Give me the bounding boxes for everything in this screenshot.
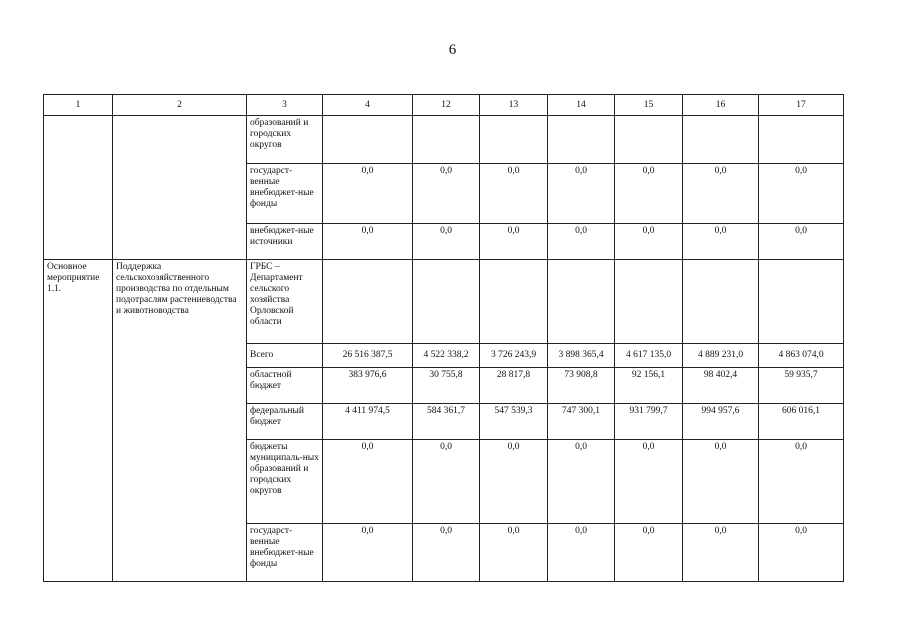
column-header: 16: [683, 95, 759, 116]
funding-source-cell: ГРБС – Департамент сельского хозяйства Орловской области: [247, 260, 323, 344]
value-cell: 0,0: [548, 524, 615, 582]
activity-name: Поддержка сельскохозяйственного производства по отдельным подотраслям растениеводства и животноводства: [113, 260, 247, 582]
value-cell: 73 908,8: [548, 368, 615, 404]
funding-source-cell: областной бюджет: [247, 368, 323, 404]
value-cell: 3 898 365,4: [548, 344, 615, 368]
funding-source-cell: Всего: [247, 344, 323, 368]
value-cell: 0,0: [413, 524, 480, 582]
column-header: 2: [113, 95, 247, 116]
value-cell: [683, 116, 759, 164]
value-cell: 0,0: [548, 164, 615, 224]
value-cell: [413, 116, 480, 164]
value-cell: 0,0: [323, 440, 413, 524]
value-cell: 3 726 243,9: [480, 344, 548, 368]
value-cell: 0,0: [413, 164, 480, 224]
value-cell: 0,0: [683, 440, 759, 524]
value-cell: [615, 116, 683, 164]
value-cell: 994 957,6: [683, 404, 759, 440]
value-cell: [323, 260, 413, 344]
value-cell: 931 799,7: [615, 404, 683, 440]
value-cell: 0,0: [683, 224, 759, 260]
value-cell: 606 016,1: [759, 404, 844, 440]
value-cell: 4 863 074,0: [759, 344, 844, 368]
value-cell: 0,0: [548, 224, 615, 260]
value-cell: [548, 260, 615, 344]
value-cell: 0,0: [615, 440, 683, 524]
column-header: 12: [413, 95, 480, 116]
value-cell: 0,0: [759, 524, 844, 582]
value-cell: [413, 260, 480, 344]
column-header: 1: [44, 95, 113, 116]
funding-source-cell: внебюджет-ные источники: [247, 224, 323, 260]
column-header: 13: [480, 95, 548, 116]
column-header: 17: [759, 95, 844, 116]
value-cell: 0,0: [323, 524, 413, 582]
budget-table: [43, 94, 844, 582]
value-cell: 0,0: [759, 224, 844, 260]
value-cell: 0,0: [615, 224, 683, 260]
value-cell: 0,0: [759, 164, 844, 224]
activity-label-cell: [44, 116, 113, 260]
value-cell: 0,0: [480, 224, 548, 260]
column-header: 4: [323, 95, 413, 116]
value-cell: [683, 260, 759, 344]
value-cell: 0,0: [548, 440, 615, 524]
value-cell: 92 156,1: [615, 368, 683, 404]
value-cell: 4 889 231,0: [683, 344, 759, 368]
value-cell: 383 976,6: [323, 368, 413, 404]
value-cell: 584 361,7: [413, 404, 480, 440]
funding-source-cell: федеральный бюджет: [247, 404, 323, 440]
value-cell: 0,0: [759, 440, 844, 524]
funding-source-cell: государст-венные внебюджет-ные фонды: [247, 164, 323, 224]
value-cell: 0,0: [480, 164, 548, 224]
value-cell: 4 522 338,2: [413, 344, 480, 368]
value-cell: 30 755,8: [413, 368, 480, 404]
value-cell: 28 817,8: [480, 368, 548, 404]
header-row: [44, 95, 844, 116]
funding-source-cell: бюджеты муниципаль-ных образований и городских округов: [247, 440, 323, 524]
value-cell: 0,0: [480, 440, 548, 524]
value-cell: 4 617 135,0: [615, 344, 683, 368]
value-cell: [615, 260, 683, 344]
value-cell: 59 935,7: [759, 368, 844, 404]
activity-label: Основное мероприятие 1.1.: [44, 260, 113, 582]
value-cell: 747 300,1: [548, 404, 615, 440]
activity-name-cell: [113, 116, 247, 260]
value-cell: 4 411 974,5: [323, 404, 413, 440]
value-cell: [548, 116, 615, 164]
value-cell: 0,0: [683, 524, 759, 582]
value-cell: 0,0: [683, 164, 759, 224]
value-cell: [759, 116, 844, 164]
column-header: 15: [615, 95, 683, 116]
value-cell: 0,0: [323, 224, 413, 260]
funding-source-cell: государст-венные внебюджет-ные фонды: [247, 524, 323, 582]
value-cell: 0,0: [323, 164, 413, 224]
value-cell: 98 402,4: [683, 368, 759, 404]
value-cell: 0,0: [413, 440, 480, 524]
value-cell: 26 516 387,5: [323, 344, 413, 368]
value-cell: [759, 260, 844, 344]
value-cell: 0,0: [413, 224, 480, 260]
page-number: 6: [448, 42, 457, 58]
table-row: [44, 260, 844, 344]
value-cell: [323, 116, 413, 164]
value-cell: 547 539,3: [480, 404, 548, 440]
table-row: [44, 116, 844, 164]
funding-source-cell: образований и городских округов: [247, 116, 323, 164]
value-cell: 0,0: [615, 164, 683, 224]
value-cell: 0,0: [615, 524, 683, 582]
column-header: 14: [548, 95, 615, 116]
value-cell: 0,0: [480, 524, 548, 582]
value-cell: [480, 260, 548, 344]
column-header: 3: [247, 95, 323, 116]
value-cell: [480, 116, 548, 164]
